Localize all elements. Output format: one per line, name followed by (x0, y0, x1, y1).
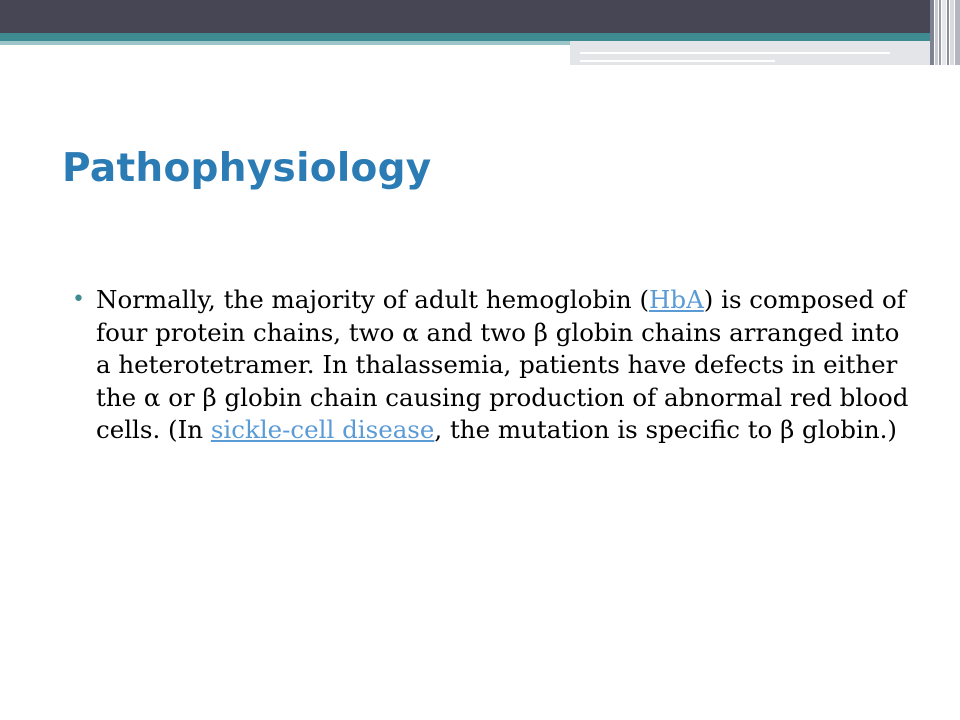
slide-title: Pathophysiology (62, 146, 432, 191)
paragraph-text-middle: ) is composed of four protein chains, two α and two β globin chains arranged into a heterotetramer. In thalassemia, patients have defects in either the α or β globin chain causing production of abnormal red blood cells. (In (96, 285, 909, 444)
bullet-icon: • (72, 287, 85, 312)
header-white-line-short (580, 60, 775, 62)
hba-link[interactable]: HbA (649, 285, 704, 314)
bullet-list (72, 284, 912, 447)
sickle-cell-disease-link[interactable]: sickle-cell disease (210, 415, 435, 444)
header-teal-light-bar (0, 41, 570, 45)
paragraph-text-start: Normally, the majority of adult hemoglobin ( (96, 285, 650, 314)
header-teal-bar (0, 33, 930, 41)
header-dark-bar (0, 0, 930, 33)
bullet-item (72, 284, 912, 447)
header-white-line (580, 52, 890, 54)
paragraph-text-end: , the mutation is specific to β globin.) (434, 415, 897, 444)
header-right-stripes (930, 0, 960, 65)
